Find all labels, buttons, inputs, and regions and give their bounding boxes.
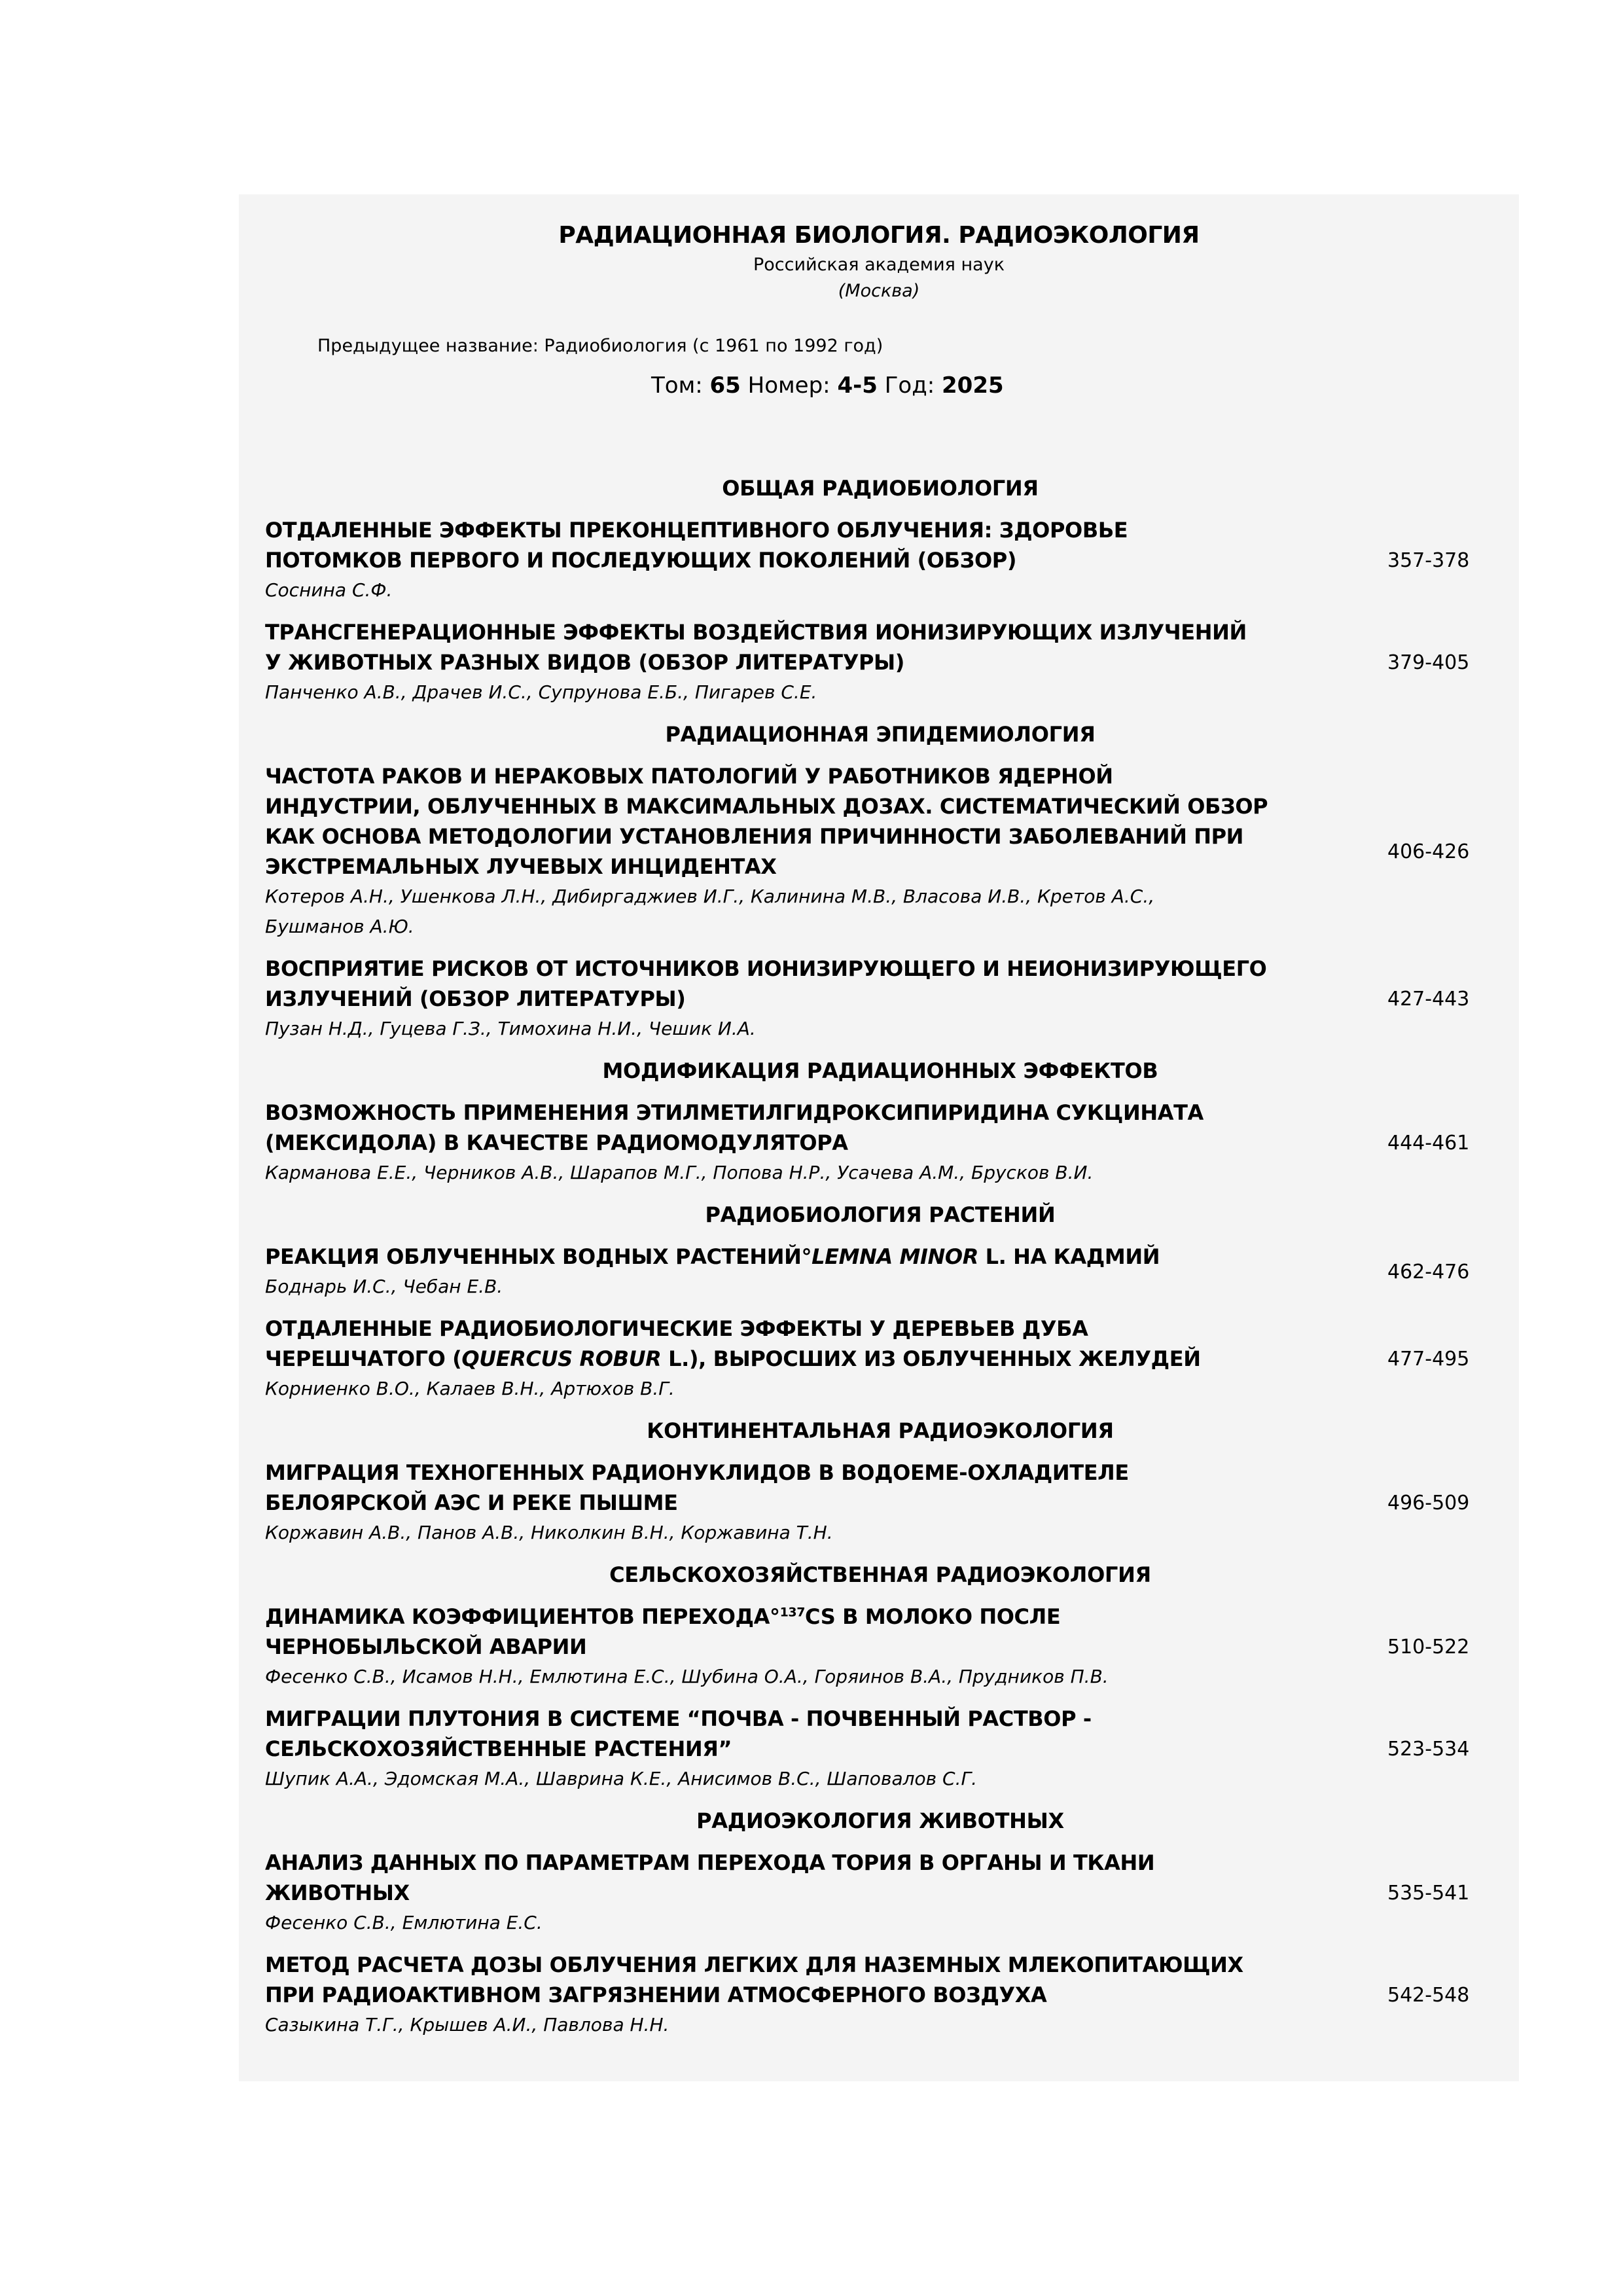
journal-city: (Москва) (838, 281, 920, 301)
article-pages: 427-443 (1387, 987, 1470, 1011)
article-entry[interactable] (265, 1848, 1495, 1938)
article-title-text: ИНДУСТРИИ, ОБЛУЧЕННЫХ В МАКСИМАЛЬНЫХ ДОЗАХ. СИСТЕМАТИЧЕСКИЙ ОБЗОР (265, 794, 1268, 819)
article-title-line[interactable] (265, 1098, 1387, 1128)
article-text (265, 515, 1387, 605)
article-title-text: КАК ОСНОВА МЕТОДОЛОГИИ УСТАНОВЛЕНИЯ ПРИЧИННОСТИ ЗАБОЛЕВАНИЙ ПРИ (265, 824, 1244, 849)
year-label: Год: (884, 372, 935, 399)
article-title-line[interactable] (265, 791, 1387, 821)
article-title-line[interactable] (265, 1704, 1387, 1734)
section-heading: ОБЩАЯ РАДИОБИОЛОГИЯ (722, 476, 1039, 501)
article-title-text: L.), ВЫРОСШИХ ИЗ ОБЛУЧЕННЫХ ЖЕЛУДЕЙ (661, 1346, 1201, 1371)
article-pages: 462-476 (1387, 1260, 1470, 1283)
article-text (265, 1458, 1387, 1548)
article-authors: Шупик А.А., Эдомская М.А., Шаврина К.Е., Анисимов В.С., Шаповалов С.Г. (265, 1768, 977, 1789)
article-text (265, 1602, 1387, 1692)
article-text (265, 1098, 1387, 1188)
article-title-line[interactable] (265, 1632, 1387, 1662)
article-authors: Пузан Н.Д., Гуцева Г.З., Тимохина Н.И., Чешик И.А. (265, 1018, 756, 1039)
article-title-text: ПОТОМКОВ ПЕРВОГО И ПОСЛЕДУЮЩИХ ПОКОЛЕНИЙ (ОБЗОР) (265, 548, 1017, 573)
section-heading: РАДИАЦИОННАЯ ЭПИДЕМИОЛОГИЯ (665, 722, 1096, 747)
article-title-line[interactable] (265, 761, 1387, 791)
section-heading: СЕЛЬСКОХОЗЯЙСТВЕННАЯ РАДИОЭКОЛОГИЯ (609, 1562, 1151, 1587)
article-title-text: БЕЛОЯРСКОЙ АЭС И РЕКЕ ПЫШМЕ (265, 1490, 678, 1515)
article-title-line[interactable] (265, 1878, 1387, 1908)
article-authors: Соснина С.Ф. (265, 579, 393, 601)
article-title-text: (МЕКСИДОЛА) В КАЧЕСТВЕ РАДИОМОДУЛЯТОРА (265, 1130, 848, 1155)
article-title-line[interactable] (265, 1344, 1387, 1374)
article-title-line[interactable] (265, 1458, 1387, 1488)
article-title-text: ВОСПРИЯТИЕ РИСКОВ ОТ ИСТОЧНИКОВ ИОНИЗИРУЮЩЕГО И НЕИОНИЗИРУЮЩЕГО (265, 956, 1267, 981)
article-pages: 444-461 (1387, 1131, 1470, 1155)
article-title-line[interactable] (265, 954, 1387, 984)
article-title-italic: QUERCUS ROBUR (461, 1346, 662, 1371)
article-title-text: ОТДАЛЕННЫЕ РАДИОБИОЛОГИЧЕСКИЕ ЭФФЕКТЫ У ДЕРЕВЬЕВ ДУБА (265, 1316, 1088, 1341)
article-title-text: ВОЗМОЖНОСТЬ ПРИМЕНЕНИЯ ЭТИЛМЕТИЛГИДРОКСИПИРИДИНА СУКЦИНАТА (265, 1100, 1204, 1125)
article-title-text: L. НА КАДМИЙ (978, 1244, 1160, 1269)
article-pages: 357-378 (1387, 548, 1470, 572)
article-text (265, 1950, 1387, 2040)
article-title-line[interactable] (265, 1128, 1387, 1158)
article-title-text: ЧАСТОТА РАКОВ И НЕРАКОВЫХ ПАТОЛОГИЙ У РАБОТНИКОВ ЯДЕРНОЙ (265, 764, 1113, 789)
volume-value: 65 (709, 372, 741, 399)
journal-publisher: Российская академия наук (753, 255, 1005, 275)
article-title-text: РЕАКЦИЯ ОБЛУЧЕННЫХ ВОДНЫХ РАСТЕНИЙ° (265, 1244, 812, 1269)
year-value: 2025 (942, 372, 1004, 399)
article-entry[interactable] (265, 515, 1495, 605)
article-authors: Фесенко С.В., Исамов Н.Н., Емлютина Е.С., Шубина О.А., Горяинов В.А., Прудников П.В. (265, 1666, 1109, 1687)
issue-value: 4-5 (837, 372, 878, 399)
article-title-italic: LEMNA MINOR (812, 1244, 978, 1269)
article-title-text: ЖИВОТНЫХ (265, 1880, 410, 1905)
article-entry[interactable] (265, 1950, 1495, 2040)
article-authors: Котеров А.Н., Ушенкова Л.Н., Дибиргаджиев И.Г., Калинина М.В., Власова И.В., Кретов А.С., (265, 886, 1155, 907)
article-title-text: У ЖИВОТНЫХ РАЗНЫХ ВИДОВ (ОБЗОР ЛИТЕРАТУРЫ) (265, 650, 904, 675)
article-text (265, 761, 1387, 942)
article-title-text: СЕЛЬСКОХОЗЯЙСТВЕННЫЕ РАСТЕНИЯ” (265, 1736, 732, 1761)
article-title-text: ИЗЛУЧЕНИЙ (ОБЗОР ЛИТЕРАТУРЫ) (265, 986, 686, 1011)
article-title-text: ТРАНСГЕНЕРАЦИОННЫЕ ЭФФЕКТЫ ВОЗДЕЙСТВИЯ ИОНИЗИРУЮЩИХ ИЗЛУЧЕНИЙ (265, 620, 1247, 645)
article-title-line[interactable] (265, 1734, 1387, 1764)
article-pages: 496-509 (1387, 1491, 1470, 1515)
section-heading: РАДИОБИОЛОГИЯ РАСТЕНИЙ (705, 1202, 1056, 1227)
article-title-line[interactable] (265, 647, 1387, 677)
article-title-text: МИГРАЦИИ ПЛУТОНИЯ В СИСТЕМЕ “ПОЧВА - ПОЧВЕННЫЙ РАСТВОР - (265, 1706, 1092, 1731)
table-of-contents-sheet (239, 194, 1519, 2081)
issue-info (651, 372, 1004, 399)
article-authors: Сазыкина Т.Г., Крышев А.И., Павлова Н.Н. (265, 2014, 669, 2036)
article-title-text: ЭКСТРЕМАЛЬНЫХ ЛУЧЕВЫХ ИНЦИДЕНТАХ (265, 854, 777, 879)
article-text (265, 1848, 1387, 1938)
article-title-line[interactable] (265, 852, 1387, 882)
article-authors: Боднарь И.С., Чебан Е.В. (265, 1276, 503, 1297)
section-heading: КОНТИНЕНТАЛЬНАЯ РАДИОЭКОЛОГИЯ (647, 1418, 1114, 1443)
article-title-text: ЧЕРЕШЧАТОГО ( (265, 1346, 462, 1371)
article-text (265, 1242, 1387, 1302)
article-entry[interactable] (265, 1602, 1495, 1692)
previous-name: Предыдущее название: Радиобиология (с 1961 по 1992 год) (317, 336, 883, 356)
article-text (265, 1704, 1387, 1794)
article-title-text: МИГРАЦИЯ ТЕХНОГЕННЫХ РАДИОНУКЛИДОВ В ВОДОЕМЕ-ОХЛАДИТЕЛЕ (265, 1460, 1129, 1485)
article-entry[interactable] (265, 1314, 1495, 1404)
article-entry[interactable] (265, 1098, 1495, 1188)
article-entry[interactable] (265, 761, 1495, 942)
article-entry[interactable] (265, 1242, 1495, 1302)
article-title-line[interactable] (265, 821, 1387, 852)
article-title-line[interactable] (265, 984, 1387, 1014)
article-title-text: МЕТОД РАСЧЕТА ДОЗЫ ОБЛУЧЕНИЯ ЛЕГКИХ ДЛЯ НАЗЕМНЫХ МЛЕКОПИТАЮЩИХ (265, 1952, 1243, 1977)
article-title-line[interactable] (265, 1980, 1387, 2010)
article-entry[interactable] (265, 1704, 1495, 1794)
article-title-superscript: 137 (779, 1605, 806, 1620)
article-pages: 510-522 (1387, 1635, 1470, 1659)
article-pages: 523-534 (1387, 1737, 1470, 1761)
article-pages: 535-541 (1387, 1881, 1470, 1905)
article-title-text: АНАЛИЗ ДАННЫХ ПО ПАРАМЕТРАМ ПЕРЕХОДА ТОРИЯ В ОРГАНЫ И ТКАНИ (265, 1850, 1155, 1875)
article-title-line[interactable] (265, 1488, 1387, 1518)
article-title-line[interactable] (265, 1242, 1387, 1272)
article-title-line[interactable] (265, 1314, 1387, 1344)
article-title-line[interactable] (265, 617, 1387, 647)
toc-list (265, 473, 1495, 2052)
article-pages: 477-495 (1387, 1347, 1470, 1371)
article-authors: Панченко А.В., Драчев И.С., Супрунова Е.Б., Пигарев С.Е. (265, 681, 817, 703)
article-title-text: ДИНАМИКА КОЭФФИЦИЕНТОВ ПЕРЕХОДА° (265, 1604, 780, 1629)
article-title-line[interactable] (265, 515, 1387, 545)
article-entry[interactable] (265, 1458, 1495, 1548)
article-title-line[interactable] (265, 545, 1387, 575)
article-authors: Коржавин А.В., Панов А.В., Николкин В.Н., Коржавина Т.Н. (265, 1522, 833, 1543)
section-heading: РАДИОЭКОЛОГИЯ ЖИВОТНЫХ (696, 1808, 1064, 1833)
article-title-text: CS В МОЛОКО ПОСЛЕ (805, 1604, 1061, 1629)
issue-label: Номер: (747, 372, 830, 399)
article-pages: 406-426 (1387, 840, 1470, 863)
article-title-line[interactable] (265, 1602, 1387, 1632)
article-pages: 542-548 (1387, 1983, 1470, 2007)
article-pages: 379-405 (1387, 651, 1470, 674)
article-authors: Бушманов А.Ю. (265, 916, 414, 937)
article-authors: Фесенко С.В., Емлютина Е.С. (265, 1912, 543, 1933)
article-text (265, 617, 1387, 708)
article-title-line[interactable] (265, 1848, 1387, 1878)
article-title-text: ЧЕРНОБЫЛЬСКОЙ АВАРИИ (265, 1634, 587, 1659)
article-title-line[interactable] (265, 1950, 1387, 1980)
article-text (265, 1314, 1387, 1404)
article-authors: Корниенко В.О., Калаев В.Н., Артюхов В.Г. (265, 1378, 675, 1399)
article-entry[interactable] (265, 617, 1495, 708)
journal-title: РАДИАЦИОННАЯ БИОЛОГИЯ. РАДИОЭКОЛОГИЯ (558, 222, 1200, 249)
section-heading: МОДИФИКАЦИЯ РАДИАЦИОННЫХ ЭФФЕКТОВ (602, 1058, 1158, 1083)
article-authors: Карманова Е.Е., Черников А.В., Шарапов М.Г., Попова Н.Р., Усачева А.М., Брусков В.И. (265, 1162, 1094, 1183)
article-title-text: ПРИ РАДИОАКТИВНОМ ЗАГРЯЗНЕНИИ АТМОСФЕРНОГО ВОЗДУХА (265, 1982, 1047, 2007)
volume-label: Том: (651, 372, 703, 399)
article-text (265, 954, 1387, 1044)
article-entry[interactable] (265, 954, 1495, 1044)
article-title-text: ОТДАЛЕННЫЕ ЭФФЕКТЫ ПРЕКОНЦЕПТИВНОГО ОБЛУЧЕНИЯ: ЗДОРОВЬЕ (265, 518, 1128, 543)
